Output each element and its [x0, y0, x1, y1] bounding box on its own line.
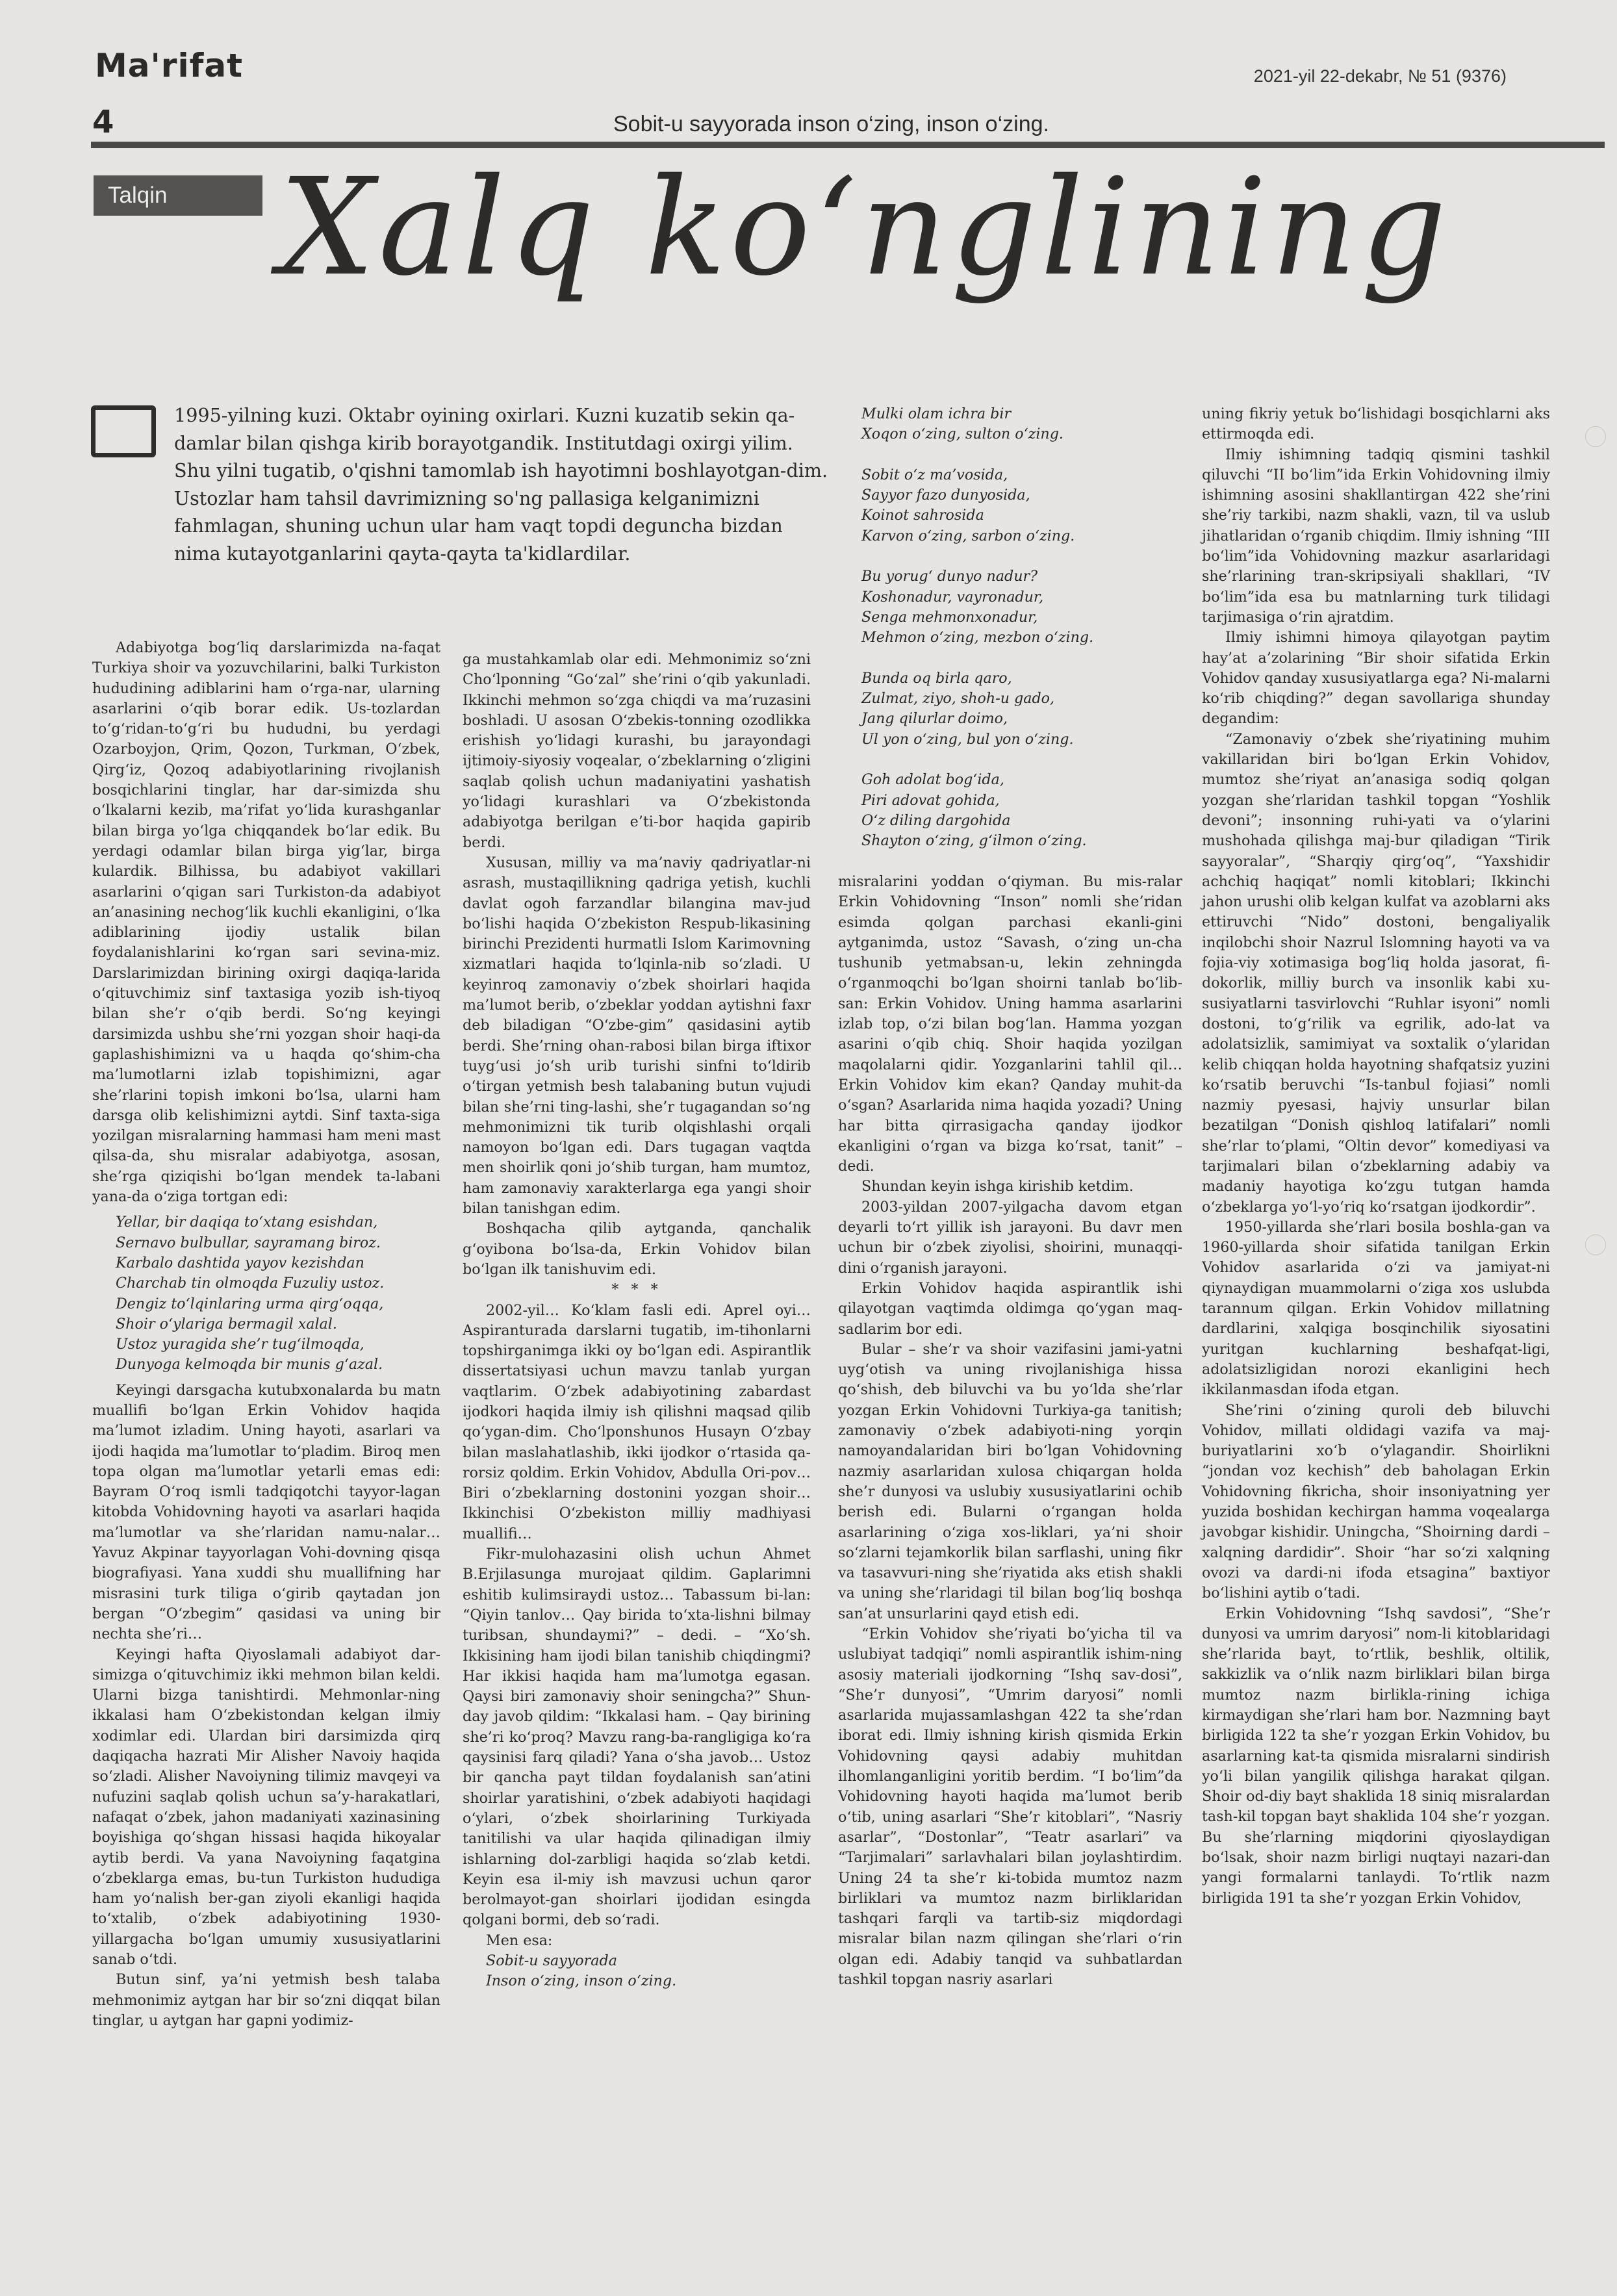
newspaper-logo: Ma'rifat: [95, 47, 243, 84]
paragraph: 1950-yillarda she’rlari bosila boshla-gan va 1960-yillarda shoir sifatida tanilgan Erkin Vohidov asarlarida o‘zi va jamiyat-ni qiynaydigan muammolarni o‘ziga xos uslubda tarannum qilgan. Erkin Vohidov millatning dardlarini, xalqiga bosqinchilik siyosatini yuritgan kuchlarning beshafqat-ligi, adolatsizligidan norozi ekanligini hech ikkilanmasdan ifoda etgan.: [1202, 1218, 1550, 1399]
paragraph: uning fikriy yetuk bo‘lishidagi bosqichlarni aks ettirmoqda edi.: [1202, 405, 1550, 443]
paragraph: ga mustahkamlab olar edi. Mehmonimiz so‘zni Cho‘lponning “Go‘zal” she’rini o‘qib yakunladi. Ikkinchi mehmon so‘zga chiqdi va ma’ruzasini boshladi. U asosan O‘zbekis-tonning ozodlikka erishish yo‘lidagi kurashi, bu jarayondagi ijtimoiy-siyosiy voqealar, o‘zbeklarning o‘zligini saqlab qolish uchun madaniyatini yashatish yo‘lidagi kurashlari va O‘zbekistonda adabiyotga berilgan e’ti-bor haqida gapirib berdi.: [463, 651, 811, 851]
paragraph: She’rini o‘zining quroli deb biluvchi Vohidov, millati oldidagi vazifa va maj-buriyatlarini xo‘b o‘ylagandir. Shoirlikni “jondan voz kechish” deb baholagan Erkin Vohidovning fikricha, shoir insoniyatning yer yuzida boshidan kechirgan hamma voqealarga javobgar kishidir. Uningcha, “Shoirning dardi – xalqning dardidir”. Shoir “har so‘zi xalqning ovozi va dardi-ni ifoda etsagina” baxtiyor bo‘lishini aytib o‘tadi.: [1202, 1401, 1550, 1602]
paragraph: Keyingi darsgacha kutubxonalarda bu matn muallifi bo‘lgan Erkin Vohidov haqida ma’lumot izladim. Uning hayoti, asarlari va ijodi haqida ma’lumotlar to‘pladim. Biroq men topa olgan ma’lumotlar yetarli emas edi: Bayram O‘roq ismli tadqiqotchi tayyor-lagan kitobda Vohidovning hayoti va asarlari haqida ma’lumotlar va she’rlaridan namu-nalar… Yavuz Akpinar tayyorlagan Vohi-dovning qisqa biografiyasi. Yana xuddi shu muallifning har misrasini turk tiliga o‘girib qaytadan jon bergan “O‘zbegim” qasidasi va uning bir nechta she’ri…: [92, 1381, 440, 1643]
text-column-3: [838, 872, 1182, 1990]
paragraph: Ilmiy ishimning tadqiq qismini tashkil qiluvchi “II bo‘lim”ida Erkin Vohidovning ilmiy ishimning asosini shakllantirgan 422 she’rini she’riy tarkibi, nazm shakli, vazn, til va uslub jihatlaridan o‘rganib chiqdim. Ilmiy ishning “III bo‘lim”ida Vohidovning mazkur asarlaridagi she’rlarining tran-skripsiyali shakllari, “IV bo‘lim”ida esa bu matnlarning turk tilidagi tarjimasiga o‘rin ajratdim.: [1202, 446, 1550, 626]
poem-stanza: Yellar, bir daqiqa to‘xtang esishdan, Sernavo bulbullar, sayramang biroz. Karbalo dashtida yayov kezishdan Charchab tin olmoqda Fuzuliy ustoz. Dengiz to‘lqinlaring urma qirg‘oqqa, Shoir o‘ylariga bermagil xalal. Ustoz yuragida she’r tug‘ilmoqda, Dunyoga kelmoqda bir munis g‘azal.: [116, 1214, 385, 1373]
page-motto: Sobit-u sayyorada inson o‘zing, inson o‘zing.: [613, 112, 1049, 136]
poem-stanza: Sobit-u sayyorada Inson o‘zing, inson o‘zing.: [486, 1952, 677, 1990]
paragraph: Keyingi hafta Qiyoslamali adabiyot dar-simizga o‘qituvchimiz ikki mehmon bilan keldi. Ularni bizga tanishtirdi. Mehmonlar-ning ikkalasi ham O‘zbekistondan kelgan ilmiy xodimlar edi. Ulardan biri darsimizda qirq daqiqacha hazrati Mir Alisher Navoiy haqida so‘zladi. Alisher Navoiyning tilimiz mavqeyi va nufuzini saqlab qolish uchun sa’y-harakatlari, nafaqat o‘zbek, jahon madaniyati xazinasining boyishiga qo‘shgan hissasi haqida hikoyalar aytib berdi. Va yana Navoiyning faqatgina o‘zbeklarga emas, bu-tun Turkiston hududiga ham yo‘nalish ber-gan ziyoli ekanligi haqida to‘xtalib, o‘zbek adabiyotining 1930-yillargacha bo‘lgan umumiy xususiyatlarini sanab o‘tdi.: [92, 1646, 440, 1968]
paragraph: Bular – she’r va shoir vazifasini jami-yatni uyg‘otish va uning rivojlanishiga hissa qo‘shish, deb biluvchi va bu yo‘lda she’rlar yozgan Erkin Vohidovni Turkiya-ga tanitish; zamonaviy o‘zbek adabiyoti-ning yorqin namoyandalaridan biri bo‘lgan Vohidovning nazmiy asarlaridan xulosa chiqargan holda she’r dunyosi va uslubiy xususiyatlarini ochib berish edi. Bularni o‘rgangan holda asarlarining o‘ziga xos-liklari, ya’ni shoir so‘zlarni tejamkorlik bilan sarflashi, uning fikr va tasavvuri-ning she’riyatida aks etish shakli va uning she’rlaridagi til bilan bog‘liq boshqa san’at unsurlarini qayd etish edi.: [838, 1340, 1182, 1622]
poem-block: Mulki olam ichra bir Xoqon o‘zing, sulton o‘zing. Sobit o‘z ma’vosida, Sayyor fazo dunyosida, Koinot sahrosida Karvon o‘zing, sarbon o‘zing. Bu yorug‘ dunyo nadur? Koshonadur, vayronadur, Senga mehmonxonadur, Mehmon o‘zing, mezbon o‘zing. Bunda oq birla qaro, Zulmat, ziyo, shoh-u gado, Jang qilurlar doimo, Ul yon o‘zing, bul yon o‘zing. Goh adolat bog‘ida, Piri adovat gohida, O‘z diling dargohida Shayton o‘zing, g‘ilmon o‘zing.: [861, 405, 1094, 850]
paragraph: Ilmiy ishimni himoya qilayotgan paytim hay’at a’zolarining “Bir shoir sifatida Erkin Vohidov qanday xususiyatlarga ega? Ni-malarni ko‘rib chiqding?” degan savollariga shunday degandim:: [1202, 629, 1550, 728]
paragraph: misralarini yoddan o‘qiyman. Bu mis-ralar Erkin Vohidovning “Inson” nomli she’ridan esimda qolgan parchasi ekanli-gini aytganimda, ustoz “Savash, o‘zing un-cha tushunib yetmabsan-u, lekin zehningda o‘rganmoqchi bo‘lgan shoirni tanlab bo‘lib-san: Erkin Vohidov. Uning hamma asarlarini izlab top, o‘zi bilan bog‘lan. Hamma yozgan asarini o‘qib chiq. Shoir haqida yozilgan maqolalarni qidir. Yozganlarini tahlil qil… Erkin Vohidov kim ekan? Qanday muhit-da o‘sgan? Asarlarida nima haqida yozadi? Uning har bitta qirrasigacha qanday ijodkor ekanligini o‘rgan va bizga ko‘rsat, tanit” – dedi.: [838, 873, 1182, 1175]
paragraph: Erkin Vohidovning “Ishq savdosi”, “She’r dunyosi va umrim daryosi” nom-li kitoblaridagi she’rlarida bayt, to‘rtlik, beshlik, oltilik, sakkizlik va o‘nlik nazm birliklari bilan birga mumtoz nazm birlikla-rining ichiga kirmaydigan she’rlari ham bor. Nazmning bayt birligida 122 ta she’r yozgan Erkin Vohidov, bu asarlarning kat-ta qismida misralarni sindirish yo‘li bilan yangilik qilishga harakat qilgan. Shoir od-diy bayt shaklida 18 siniq misralardan tash-kil topgan bayt shaklida 104 she’r yozgan. Bu she’rlarning miqdorini qiyoslaydigan bo‘lsak, shoir nazm birligi nuqtayi nazari-dan yangi formalarni tanlaydi. To‘rtlik nazm birligida 191 ta she’r yozgan Erkin Vohidov,: [1202, 1605, 1550, 1907]
binder-hole-icon: [1585, 426, 1606, 447]
paragraph: Shundan keyin ishga kirishib ketdim.: [861, 1178, 1134, 1195]
paragraph: Fikr-mulohazasini olish uchun Ahmet B.Erjilasunga murojaat qildim. Gaplarimni eshitib kulimsiraydi ustoz… Tabassum bi-lan: “Qiyin tanlov… Qay birida to‘xta-lishni bilmay turibsan, shundaymi?” – dedi. – “Xo‘sh. Ikkisining ham ijodi bilan tanishib chiqdingmi? Har ikkisi haqida ham ma’lumotga egasan. Qaysi biri zamonaviy shoir seningcha?” Shun-day javob qildim: “Ikkalasi ham. – Qay birining she’ri ko‘proq? Mavzu rang-ba-rangligiga ko‘ra qaysinisi farq qiladi? Yana o‘sha javob… Ustoz bir qancha payt tildan foydalanish san’atini shoirlar yaratishini, o‘zbek adabiyoti haqidagi o‘ylari, o‘zbek shoirlarining Turkiyada tanitilishi va ular haqida qilinadigan ilmiy ishlarning dol-zarbligi haqida so‘zlab ketdi. Keyin esa il-miy ish mavzusi uchun qaror berolmayot-gan shoirlari ijodidan esingda qolgani bormi, deb so‘radi.: [463, 1546, 811, 1929]
paragraph: Erkin Vohidov haqida aspirantlik ishi qilayotgan vaqtimda oldimga qo‘ygan maq-sadlarim bor edi.: [838, 1279, 1182, 1338]
page-number: 4: [92, 104, 114, 140]
paragraph: Boshqacha qilib aytganda, qanchalik g‘oyibona bo‘lsa-da, Erkin Vohidov bilan bo‘lgan ilk tanishuvim edi.: [463, 1220, 811, 1278]
text-column-4: [1202, 404, 1550, 1909]
paragraph: “Zamonaviy o‘zbek she’riyatining muhim vakillaridan biri bo‘lgan Erkin Vohidov, mumtoz she’riyat an’anasiga sodiq qolgan yozgan she’rlaridan tashkil topgan “Yoshlik devoni”; insonning ruhi-yati va o‘ylarini mushohada qilishga maj-bur qiladigan “Tirik sayyoralar”, “Sharqiy qirg‘oq”, “Yaxshidir achchiq haqiqat” nomli kitoblari; Ikkinchi jahon urushi olib kelgan kulfat va azoblarni aks ettiruvchi “Nido” dostoni, bengaliyalik inqilobchi shoir Nazrul Islomning hayoti va va fojia-viy xotimasiga bog‘liq holda jasorat, fi-dokorlik, milliy burch va insonlik kabi xu-susiyatlarni tasvirlovchi “Ruhlar isyoni” nomli dostoni, to‘g‘rilik va egrilik, ado-lat va adolatsizlik, samimiyat va soxtalik o‘ylaridan kelib chiqqan holda hayotning shafqatsiz yuzini ko‘rsatib beruvchi “Is-tanbul fojiasi” nomli nazmiy pyesasi, hajviy unsurlar bilan bezatilgan “Donish qishloq latifalari” nomli she’rlar to‘plami, “Oltin devor” komediyasi va tarjimalari bilan o‘zbeklarning adabiy va madaniy hayotiga ko‘zgu tutgan hamda o‘zbeklarga yo‘l-yo‘riq ko‘rsatgan ijodkordir”.: [1202, 730, 1550, 1216]
article-lead: 1995-yilning kuzi. Oktabr oyining oxirlari. Kuzni kuzatib sekin qa-damlar bilan qishga kirib borayotgandik. Institutdagi oxirgi yilim. Shu yilni tugatib, o'qishni tamomlab ish hayotimni boshlayotgan-dim. Ustozlar ham tahsil davrimizning so'ng pallasiga kelganimizni fahmlagan, shuning uchun ular ham vaqt topdi deguncha bizdan nima kutayotganlarini qayta-qayta ta'kidlardilar.: [174, 404, 828, 565]
paragraph: 2002-yil… Ko‘klam fasli edi. Aprel oyi… Aspiranturada darslarni tugatib, im-tihonlarni topshirganimga ikki oy bo‘lgan edi. Aspirantlik dissertatsiyasi uchun mavzu tanlab yurgan vaqtlarim. O‘zbek adabiyotining zabardast ijodkori haqida ilmiy ish qilishni maqsad qilib qo‘ygan-dim. Cho‘lponshunos Husayn O‘zbay bilan maslahatlashib, ikki ijodkor o‘rtasida qa-rorsiz qoldim. Erkin Vohidov, Abdulla Ori-pov… Biri o‘zbeklarning dostonini yozgan shoir… Ikkinchisi O‘zbekiston milliy madhiyasi muallifi…: [463, 1301, 811, 1542]
paragraph: Xususan, milliy va ma’naviy qadriyatlar-ni asrash, mustaqillikning qadriga yetish, kuchli davlat ogoh farzandlar bilangina mav-jud bo‘lishi haqida O‘zbekiston Respub-likasining birinchi Prezidenti hurmatli Islom Karimovning xizmatlari haqida to‘lqinla-nib so‘zladi. U keyinroq zamonaviy o‘zbek shoirlari haqida ma’lumot berib, o‘zbeklar yoddan aytishni faxr deb biladigan “O‘zbe-gim” qasidasini aytib berdi. She’rning ohan-rabosi bilan birga iftixor tuyg‘usi jo‘sh urib turishi sinfni to‘ldirib o‘tirgan yetmish besh talabaning butun vujudi bilan she’rni ting-lashi, she’r tugagandan so‘ng mehmonimizni tik turib olqishlashi orqali namoyon bo‘lgan edi. Dars tugagan vaqtda men shoirlik qoni jo‘shib turgan, ham mumtoz, ham zamonaviy xarakterlarga ega yangi shoir bilan tanishgan edim.: [463, 854, 811, 1218]
article-headline: Xalq ko‘nglining: [279, 149, 1451, 305]
rubric-label: Talqin: [94, 175, 262, 216]
issue-info: 2021-yil 22-dekabr, № 51 (9376): [1253, 66, 1507, 86]
binder-hole-icon: [1585, 1234, 1606, 1255]
lead-marker-icon: [91, 405, 156, 457]
section-divider: * * *: [611, 1281, 662, 1299]
paragraph: “Erkin Vohidov she’riyati bo‘yicha til va uslubiyat tadqiqi” nomli aspirantlik ishim-ning asosiy materiali ijodkorning “Ishq sav-dosi”, “She’r dunyosi”, “Umrim daryosi” nomli asarlarida mujassamlashgan 422 ta she’rdan iborat edi. Ilmiy ishning kirish qismida Erkin Vohidovning qaysi adabiy muhitdan ilhomlanganligini yoritib berdim. “I bo‘lim”da Vohidovning hayoti haqida ma’lumot berib o‘tib, uning asarlari “She’r kitoblari”, “Nasriy asarlar”, “Dostonlar”, “Teatr asarlari” va “Tarjimalari” sarlavhalari bilan joylashtirdim. Uning 24 ta she’r ki-tobida mumtoz nazm birliklari va mumtoz nazm birliklaridan tashqari farqli va tartib-siz miqdordagi misralar bilan nazm qilingan she’rlari o‘rin olgan edi. Adabiy tanqid va suhbatlardan tashkil topgan nasriy asarlari: [838, 1625, 1182, 1989]
paragraph: Butun sinf, ya’ni yetmish besh talaba mehmonimiz aytgan har bir so‘zni diqqat bilan tinglar, u aytgan har gapni yodimiz-: [92, 1971, 440, 2029]
text-column-2: [463, 650, 811, 1997]
text-column-1: [92, 638, 440, 2031]
paragraph: Adabiyotga bog‘liq darslarimizda na-faqat Turkiya shoir va yozuvchilarini, balki Turkiston hududining adiblarini ham o‘rga-nar, ularning asarlarini o‘qib borar edik. Us-tozlardan to‘g‘ridan-to‘g‘ri bu hududni, bu yerdagi Ozarboyjon, Qrim, Qozon, Turkman, O‘zbek, Qirg‘iz, Qozoq adabiyotlarining rivojlanish bosqichlarini tinglar, har dar-simizda shu o‘lkalarni kezib, ma’rifat yo‘lida kurashganlar bilan birga yo‘lga chiqqandek bo‘lar edik. Bu yerdagi odamlar bilan birga yig‘lar, birga kulardik. Bilhissa, bu adabiyot vakillari asarlarini o‘qigan sari Turkiston-da adabiyot an’anasining nechog‘lik kuchli ekanligini, o‘lka adiblarining ijodiy ustalik bilan foydalanishlarini ko‘rgan sari sevina-miz. Darslarimizdan birining oxirgi daqiqa-larida o‘qituvchimiz sinf taxtasiga yozib ish-tiyoq bilan she’r o‘qib berdi. So‘ng keyingi darsimizda ushbu she’rni yozgan shoir haqi-da gaplashishimizni va u haqda qo‘shim-cha ma’lumotlarni izlab topishimizni, agar she’rlarini topish imkoni bo‘lsa, ularni ham darsga olib kelishimizni aytdi. Sinf taxta-siga yozilgan misralarning hammasi ham meni mast qilsa-da, shu misralar adabiyotga, asosan, she’rga qiziqishi bo‘lgan mendek ta-labani yana-da o‘ziga tortgan edi:: [92, 639, 440, 1206]
paragraph: Men esa:: [486, 1932, 553, 1949]
paragraph: 2003-yildan 2007-yilgacha davom etgan deyarli to‘rt yillik ish jarayoni. Bu davr men uchun bir o‘zbek ziyolisi, shoirini, munaqqi-dini o‘rganish jarayoni.: [838, 1198, 1182, 1277]
header-rule: [91, 142, 1605, 148]
